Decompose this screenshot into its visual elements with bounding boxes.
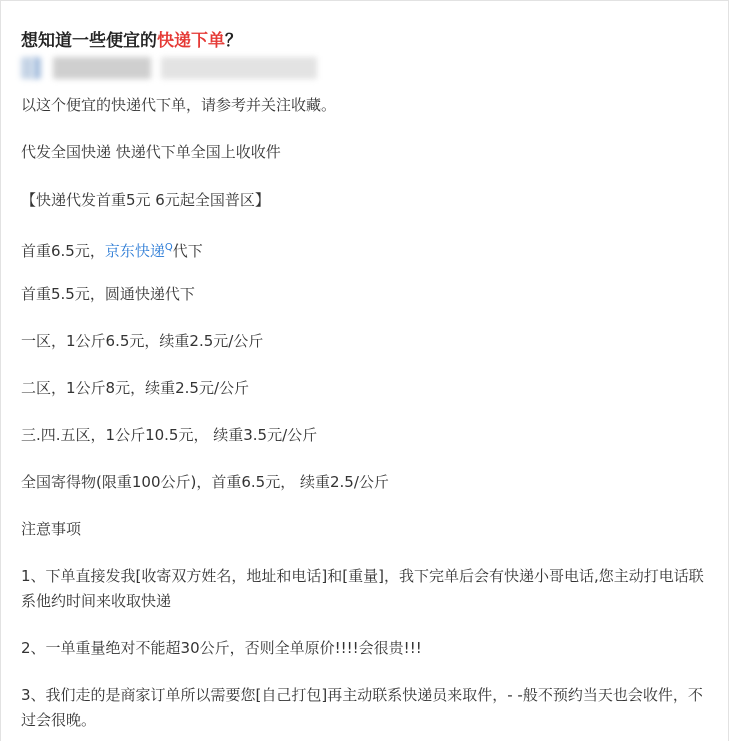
note-item: 3、我们走的是商家订单所以需要您[自己打包]再主动联系快递员来取件，- -般不预约当天也会收件，不过会很晚。	[21, 686, 703, 729]
paragraph: 二区，1公斤8元，续重2.5元/公斤	[21, 379, 249, 397]
note-item: 1、下单直接发我[收寄双方姓名，地址和电话]和[重量]，我下完单后会有快递小哥电话,您主动打电话联系他约时间来收取快递	[21, 567, 704, 610]
paragraph-jd	[21, 235, 712, 264]
paragraph: 【快递代发首重5元 6元起全国普区】	[21, 191, 270, 209]
blurred-author-info	[21, 57, 321, 79]
jd-prefix: 首重6.5元，	[21, 242, 105, 260]
title-suffix: ？	[225, 31, 242, 51]
blurred-avatar	[21, 57, 33, 79]
paragraph: 一区，1公斤6.5元，续重2.5元/公斤	[21, 332, 264, 350]
blurred-author-name	[53, 57, 151, 79]
jd-suffix: 代下	[172, 242, 203, 260]
intro-paragraph: 以这个便宜的快递代下单，请参考并关注收藏。	[21, 96, 337, 114]
note-item: 2、一单重量绝对不能超30公斤，否则全单原价!!!!会很贵!!!	[21, 639, 422, 657]
paragraph: 全国寄得物(限重100公斤)，首重6.5元， 续重2.5/公斤	[21, 473, 389, 491]
title-highlight: 快递下单	[157, 31, 225, 51]
paragraph: 三.四.五区，1公斤10.5元， 续重3.5元/公斤	[21, 426, 318, 444]
jd-express-link[interactable]: 京东快递	[104, 242, 165, 260]
notes-heading: 注意事项	[21, 520, 82, 538]
blurred-avatar-edge	[33, 57, 41, 79]
article-title	[21, 26, 242, 51]
title-prefix: 想知道一些便宜的	[21, 31, 157, 51]
blurred-timestamp	[161, 57, 317, 79]
paragraph: 首重5.5元，圆通快递代下	[21, 285, 195, 303]
paragraph: 代发全国快递 快递代下单全国上收收件	[21, 143, 281, 161]
search-marker-icon[interactable]: Q	[164, 242, 173, 253]
